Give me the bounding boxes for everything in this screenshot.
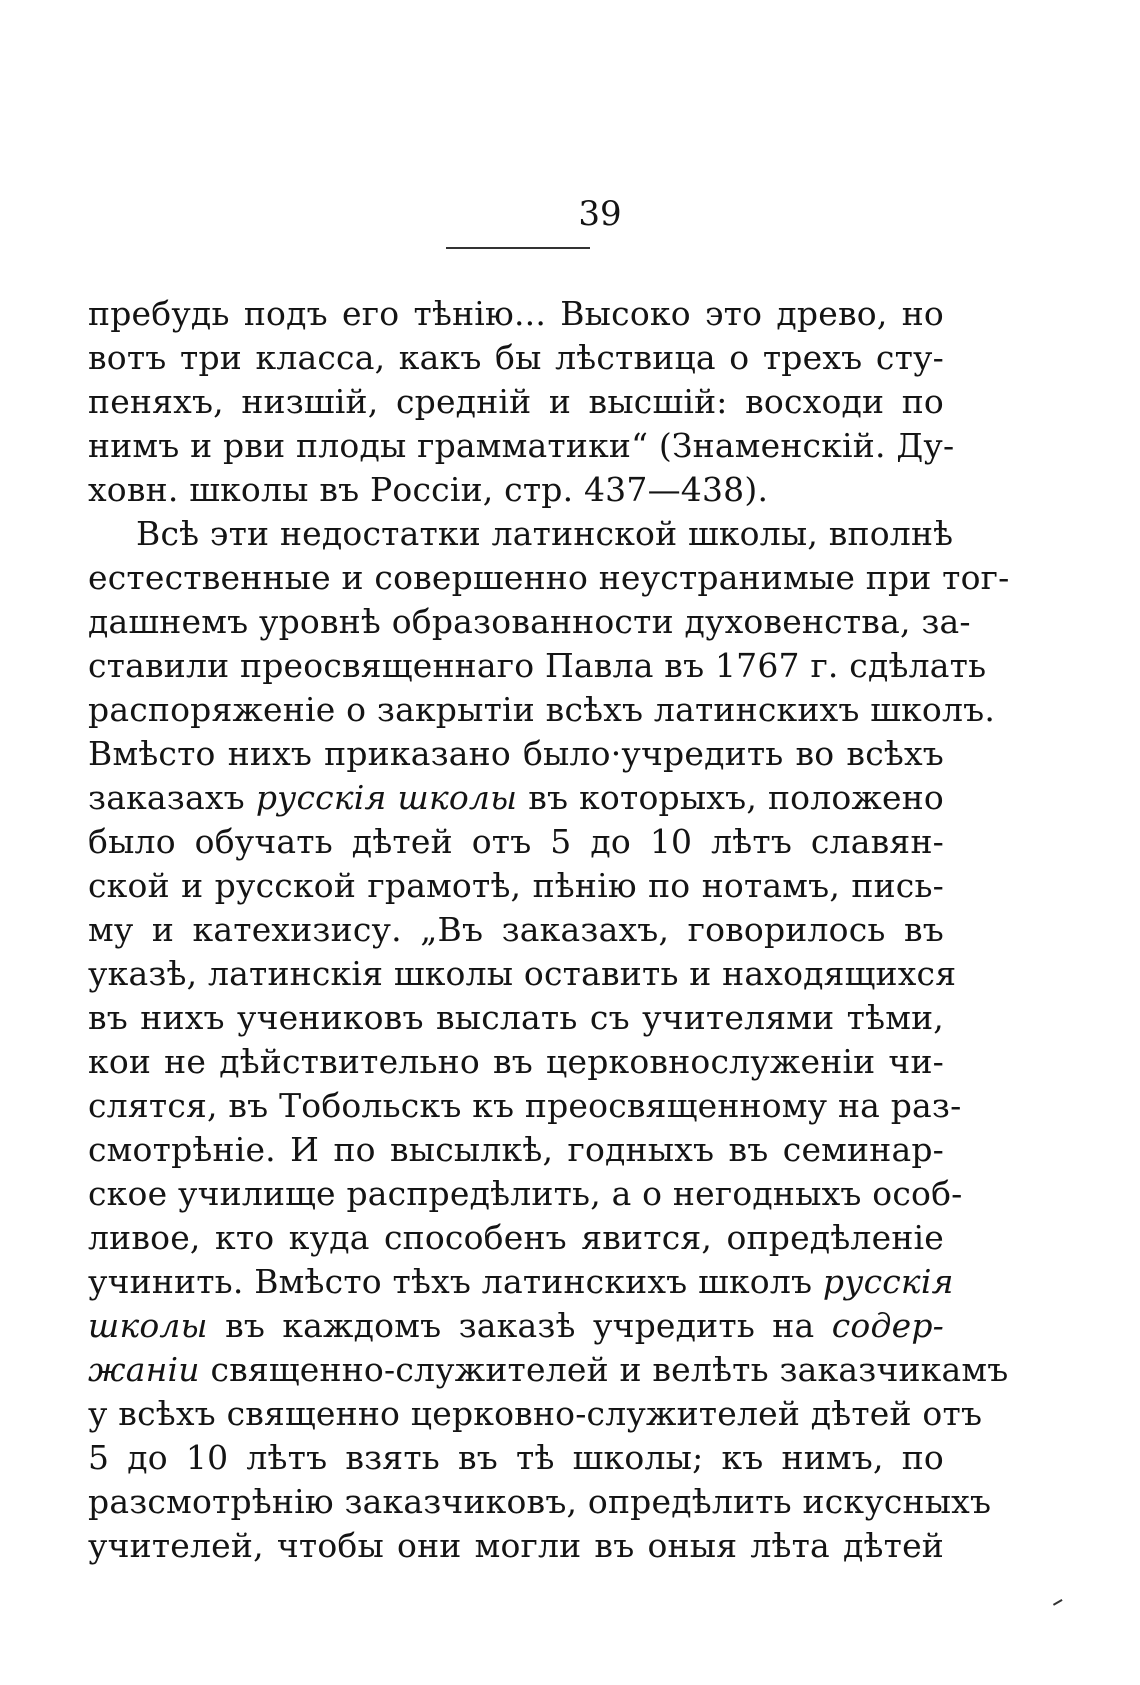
text-line: слятся, въ Тобольскъ къ преосвященному на раз- [88,1086,962,1125]
text-line: у всѣхъ священно церковно-служителей дѣтей отъ [88,1394,983,1433]
emphasis-text: русскія школы [255,778,518,817]
text-line: нимъ и рви плоды грамматики“ (Знаменскій. Ду- [88,426,955,465]
text-line: было обучать дѣтей отъ 5 до 10 лѣтъ славян- [88,822,944,861]
text-line: ское училище распредѣлить, а о негодныхъ особ- [88,1174,963,1213]
text-line: учителей, чтобы они могли въ оныя лѣта дѣтей [88,1526,944,1565]
text-segment: священно-служителей и велѣть заказчикамъ [210,1350,1009,1389]
text-line: вотъ три класса, какъ бы лѣствица о трехъ сту- [88,338,944,377]
text-line: ской и русской грамотѣ, пѣнію по нотамъ, пись- [88,866,944,905]
text-line: пребудь подъ его тѣнію... Высоко это древо, но [88,294,944,333]
text-line: кои не дѣйствительно въ церковнослуженіи чи- [88,1042,944,1081]
emphasis-text: школы [88,1306,208,1345]
text-line [88,1304,944,1348]
emphasis-text: русскія [822,1262,954,1301]
text-line: естественные и совершенно неустранимые при тог- [88,558,1010,597]
paragraph-main [88,512,1010,1568]
text-line: Всѣ эти недостатки латинской школы, вполнѣ [136,514,954,553]
text-block [88,292,1010,1568]
text-line: дашнемъ уровнѣ образованности духовенства, за- [88,602,971,641]
paragraph-continuation [88,292,955,512]
text-line: 5 до 10 лѣтъ взять въ тѣ школы; къ нимъ, по [88,1438,944,1477]
text-line [88,776,944,820]
text-line: смотрѣніе. И по высылкѣ, годныхъ въ семинар- [88,1130,944,1169]
text-segment: въ каждомъ заказѣ учредить на [225,1306,815,1345]
text-line [88,1260,954,1304]
text-line: пеняхъ, низшій, средній и высшій: восходи по [88,382,944,421]
text-line: распоряженіе о закрытіи всѣхъ латинскихъ школъ. [88,690,996,729]
text-line: указѣ, латинскія школы оставить и находящихся [88,954,957,993]
text-segment: учинить. Вмѣсто тѣхъ латинскихъ школъ [88,1262,813,1301]
emphasis-text: жаніи [88,1350,200,1389]
text-segment: заказахъ [88,778,245,817]
text-line: ставили преосвященнаго Павла въ 1767 г. сдѣлать [88,646,987,685]
emphasis-text: содер- [831,1306,944,1345]
text-line [88,1348,1009,1392]
page-number-rule [446,247,590,249]
text-line: ховн. школы въ Россіи, стр. 437—438). [88,470,769,509]
text-line: му и катехизису. „Въ заказахъ, говорилось въ [88,910,944,949]
ink-speck [1053,1599,1065,1610]
text-line: разсмотрѣнію заказчиковъ, опредѣлить искусныхъ [88,1482,992,1521]
page-number: 39 [578,194,622,234]
text-line: въ нихъ учениковъ выслать съ учителями тѣми, [88,998,944,1037]
text-line: ливое, кто куда способенъ явится, опредѣленіе [88,1218,944,1257]
text-line: Вмѣсто нихъ приказано было·учредить во всѣхъ [88,734,944,773]
text-segment: въ которыхъ, положено [528,778,944,817]
